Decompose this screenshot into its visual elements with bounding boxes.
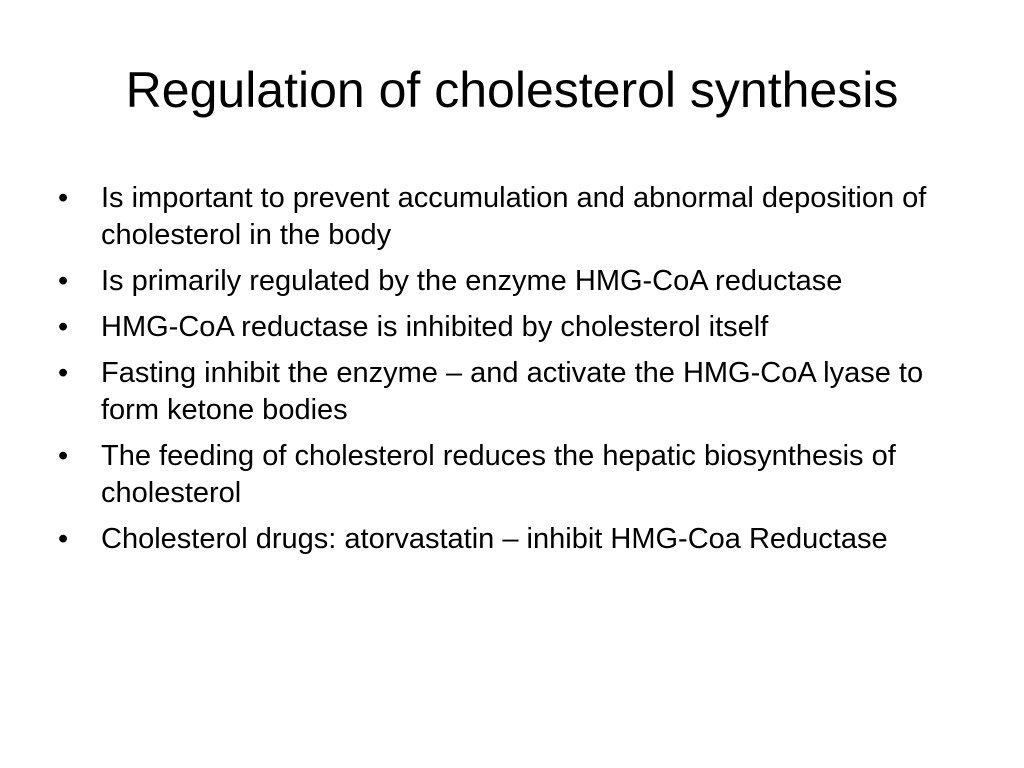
bullet-icon: • bbox=[58, 523, 69, 555]
bullet-text: HMG-CoA reductase is inhibited by cholesterol itself bbox=[101, 311, 769, 343]
bullet-item bbox=[58, 309, 978, 346]
bullet-list bbox=[58, 180, 978, 567]
bullet-icon: • bbox=[58, 440, 69, 472]
bullet-item bbox=[58, 180, 978, 254]
bullet-text: Is important to prevent accumulation and abnormal deposition of cholesterol in the body bbox=[101, 182, 927, 251]
bullet-icon: • bbox=[58, 357, 69, 389]
bullet-item bbox=[58, 521, 978, 558]
bullet-icon: • bbox=[58, 265, 69, 297]
slide-title: Regulation of cholesterol synthesis bbox=[125, 62, 899, 118]
bullet-icon: • bbox=[58, 182, 69, 214]
bullet-icon: • bbox=[58, 311, 69, 343]
bullet-text: Cholesterol drugs: atorvastatin – inhibit HMG-Coa Reductase bbox=[101, 523, 888, 555]
bullet-item bbox=[58, 438, 978, 512]
bullet-item bbox=[58, 263, 978, 300]
bullet-text: Fasting inhibit the enzyme – and activate the HMG-CoA lyase to form ketone bodies bbox=[101, 357, 924, 426]
bullet-text: Is primarily regulated by the enzyme HMG-CoA reductase bbox=[101, 265, 843, 297]
bullet-text: The feeding of cholesterol reduces the hepatic biosynthesis of cholesterol bbox=[101, 440, 896, 509]
bullet-item bbox=[58, 355, 978, 429]
